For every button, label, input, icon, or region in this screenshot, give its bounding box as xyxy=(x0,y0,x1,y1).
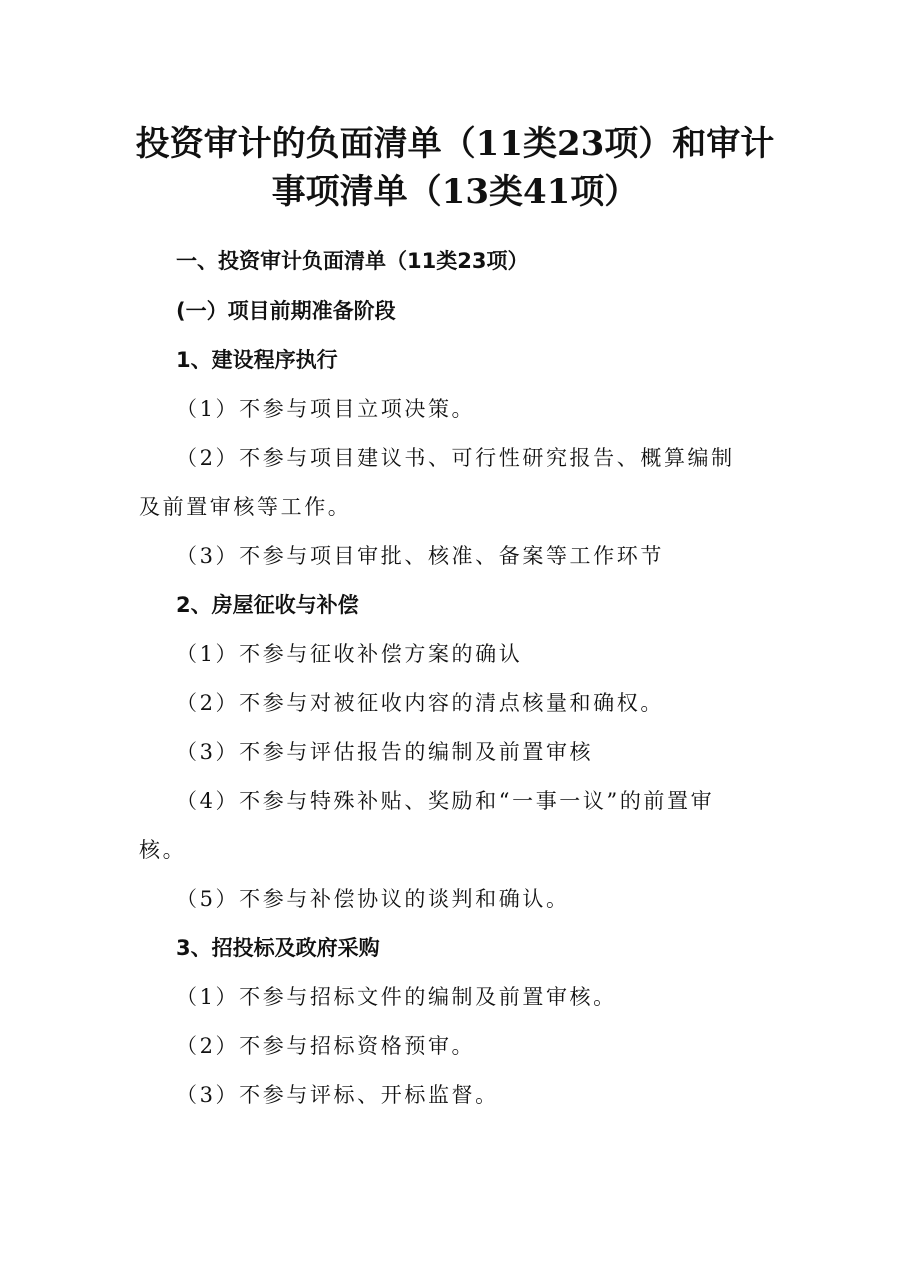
group-heading-house-expropriation: 2、房屋征收与补偿 xyxy=(176,593,359,617)
section-heading: 一、投资审计负面清单（11类23项） xyxy=(176,249,529,273)
list-item: （1）不参与招标文件的编制及前置审核。 xyxy=(176,985,617,1009)
group-heading-construction-procedure: 1、建设程序执行 xyxy=(176,348,338,372)
list-item-continuation: 及前置审核等工作。 xyxy=(139,495,352,519)
list-item: （2）不参与项目建议书、可行性研究报告、概算编制 xyxy=(176,446,735,470)
list-item: （3）不参与评估报告的编制及前置审核 xyxy=(176,740,594,764)
list-item: （1）不参与征收补偿方案的确认 xyxy=(176,642,523,666)
document-title-line-2: 事项清单（13类41项） xyxy=(271,172,639,212)
list-item-continuation: 核。 xyxy=(139,838,187,862)
list-item: （2）不参与招标资格预审。 xyxy=(176,1034,476,1058)
document-title-line-1: 投资审计的负面清单（11类23项）和审计 xyxy=(135,124,775,164)
group-heading-bidding-procurement: 3、招投标及政府采购 xyxy=(176,936,380,960)
list-item: （4）不参与特殊补贴、奖励和“一事一议”的前置审 xyxy=(176,789,715,813)
subsection-heading: (一）项目前期准备阶段 xyxy=(176,299,396,323)
list-item: （3）不参与评标、开标监督。 xyxy=(176,1083,499,1107)
list-item: （2）不参与对被征收内容的清点核量和确权。 xyxy=(176,691,664,715)
list-item: （1）不参与项目立项决策。 xyxy=(176,397,476,421)
list-item: （3）不参与项目审批、核准、备案等工作环节 xyxy=(176,544,664,568)
list-item: （5）不参与补偿协议的谈判和确认。 xyxy=(176,887,570,911)
